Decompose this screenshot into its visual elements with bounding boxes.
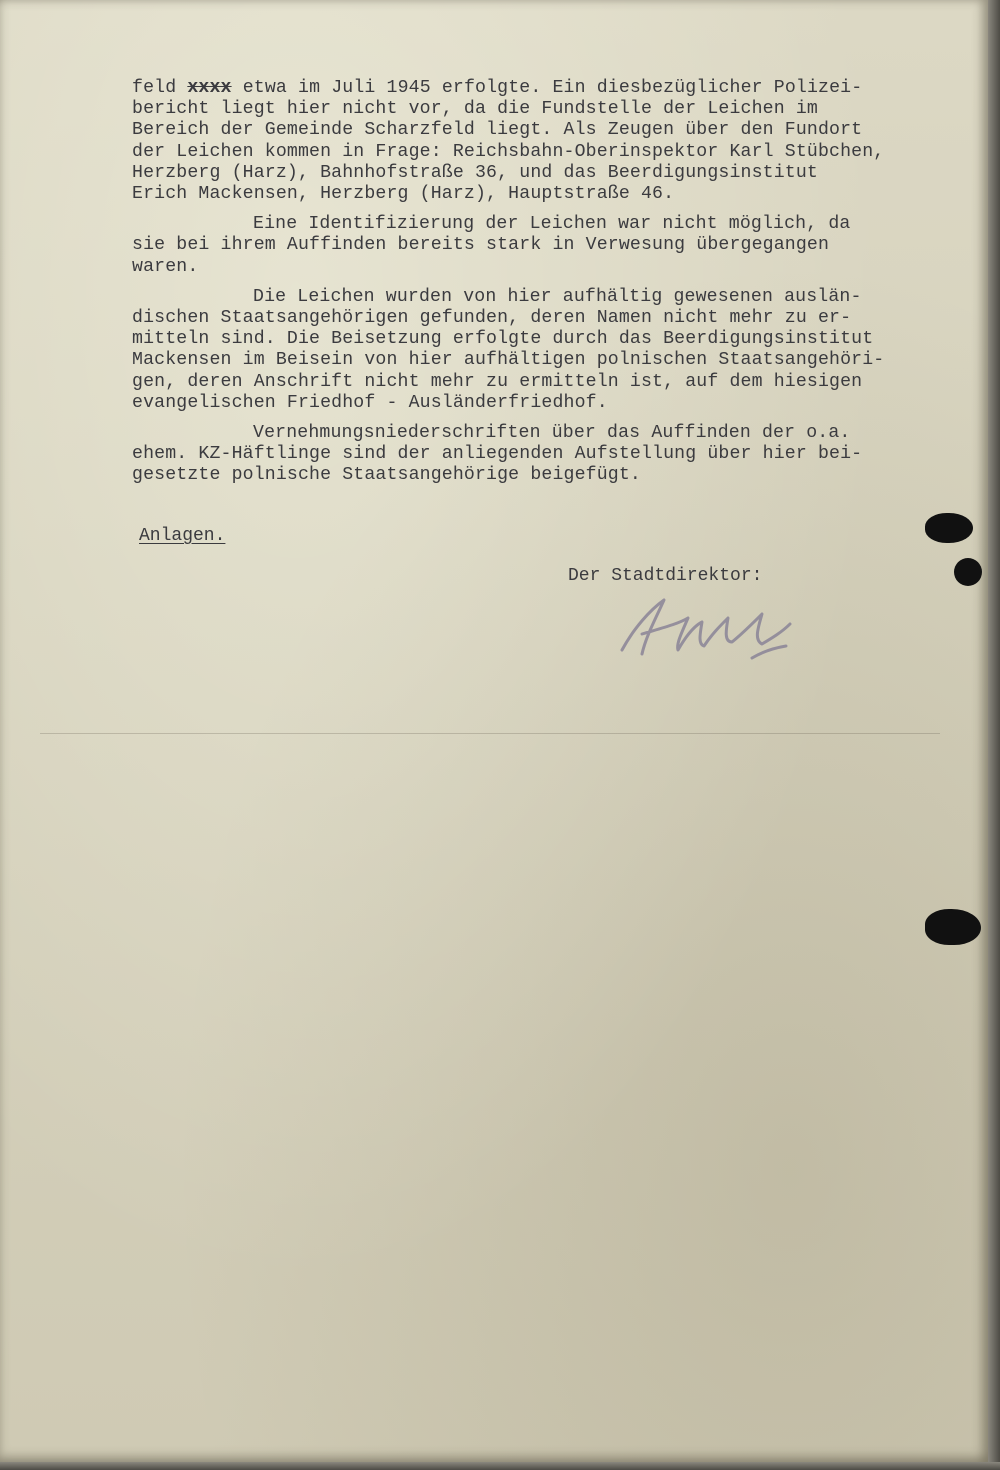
handwritten-signature (612, 588, 802, 668)
paper-fold-line (40, 733, 940, 734)
paragraph-4 (132, 423, 962, 487)
punch-hole (925, 909, 981, 945)
closing-title: Der Stadtdirektor: (568, 566, 763, 586)
text-line: evangelischen Friedhof - Ausländerfriedhof. (132, 392, 608, 413)
punch-hole (954, 558, 982, 586)
paragraph-3 (132, 287, 962, 414)
text-line: Vernehmungsniederschriften über das Auffinden der o.a. (253, 423, 851, 444)
text-line (132, 78, 962, 99)
text-line: Bereich der Gemeinde Scharzfeld liegt. Als Zeugen über den Fundort (132, 120, 863, 141)
text-line: gen, deren Anschrift nicht mehr zu ermitteln ist, auf dem hiesigen (132, 371, 863, 392)
struck-out-text: xxxx (187, 78, 232, 98)
text-line: dischen Staatsangehörigen gefunden, deren Namen nicht mehr zu er- (132, 308, 852, 329)
text-line: Die Leichen wurden von hier aufhältig gewesenen auslän- (253, 286, 862, 307)
text-line: gesetzte polnische Staatsangehörige beigefügt. (132, 465, 641, 486)
text-line: Herzberg (Harz), Bahnhofstraße 36, und das Beerdigungsinstitut (132, 162, 818, 183)
text-line: Eine Identifizierung der Leichen war nicht möglich, da (253, 214, 851, 235)
text-line: Mackensen im Beisein von hier aufhältigen polnischen Staatsangehöri- (132, 350, 885, 371)
page-edge-shadow (0, 1462, 1000, 1470)
paragraph-1 (132, 78, 962, 205)
text-fragment: etwa im Juli 1945 erfolgte. Ein diesbezüglicher Polizei- (242, 78, 863, 98)
text-line: ehem. KZ-Häftlinge sind der anliegenden Aufstellung über hier bei- (132, 444, 863, 465)
text-line: sie bei ihrem Auffinden bereits stark in Verwesung übergegangen (132, 235, 830, 256)
text-line: waren. (132, 256, 199, 277)
page-edge-shadow (988, 0, 1000, 1470)
text-fragment: feld (132, 78, 177, 98)
paragraph-2 (132, 214, 962, 278)
text-line: bericht liegt hier nicht vor, da die Fundstelle der Leichen im (132, 99, 818, 120)
text-line: mitteln sind. Die Beisetzung erfolgte durch das Beerdigungsinstitut (132, 329, 874, 350)
text-line: der Leichen kommen in Frage: Reichsbahn-Oberinspektor Karl Stübchen, (132, 141, 885, 162)
punch-hole (925, 513, 973, 543)
attachments-label: Anlagen. (139, 526, 226, 546)
letter-body (132, 78, 962, 496)
text-line: Erich Mackensen, Herzberg (Harz), Hauptstraße 46. (132, 184, 675, 205)
